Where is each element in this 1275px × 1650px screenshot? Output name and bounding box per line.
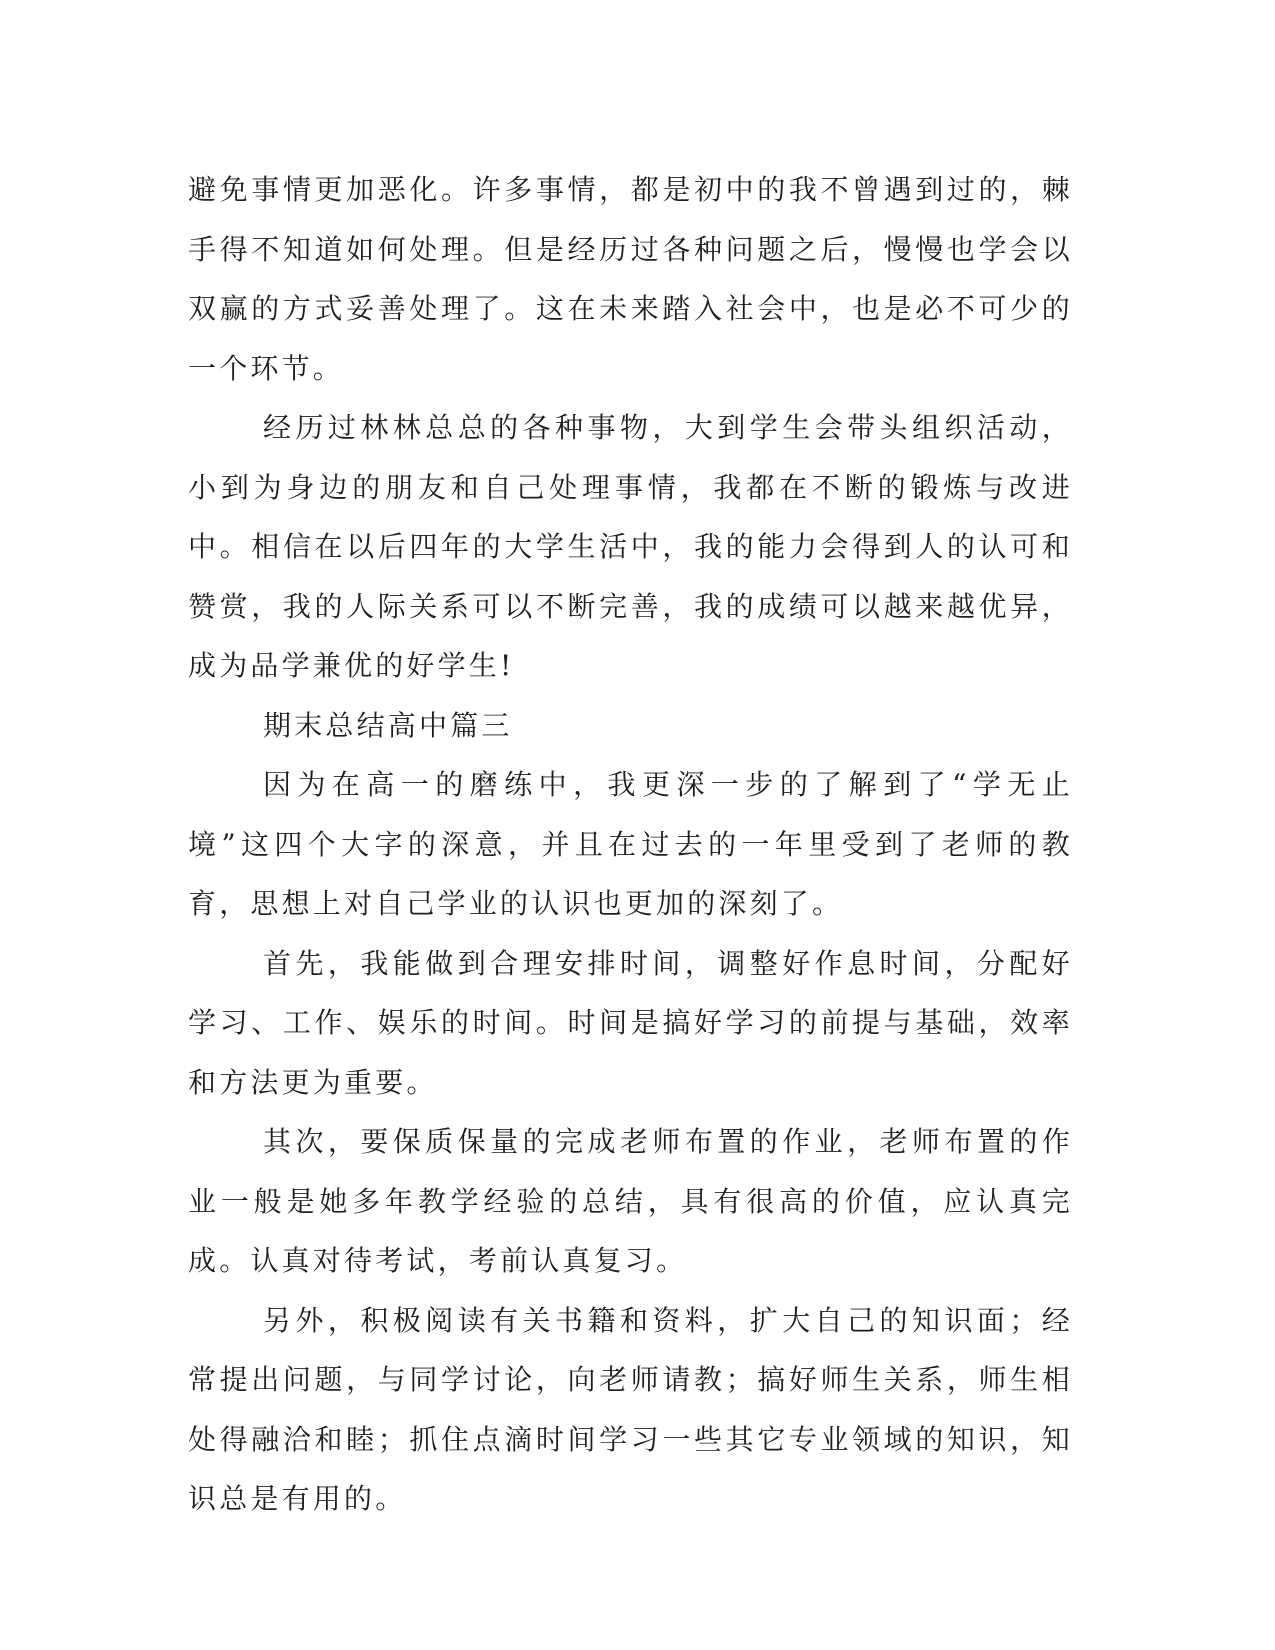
paragraph-second: 其次，要保质保量的完成老师布置的作业，老师布置的作业一般是她多年教学经验的总结，具有很高的价值，应认真完成。认真对待考试，考前认真复习。 <box>188 1125 1073 1277</box>
paragraph-continued: 避免事情更加恶化。许多事情，都是初中的我不曾遇到过的，棘手得不知道如何处理。但是经历过各种问题之后，慢慢也学会以双赢的方式妥善处理了。这在未来踏入社会中，也是必不可少的一个环节。 <box>188 173 1073 385</box>
paragraph-additionally: 另外，积极阅读有关书籍和资料，扩大自己的知识面；经常提出问题，与同学讨论，向老师请教；搞好师生关系，师生相处得融洽和睦；抓住点滴时间学习一些其它专业领域的知识，知识总是有用的。 <box>188 1303 1073 1515</box>
paragraph-experience: 经历过林林总总的各种事物，大到学生会带头组织活动，小到为身边的朋友和自己处理事情，我都在不断的锻炼与改进中。相信在以后四年的大学生活中，我的能力会得到人的认可和赞赏，我的人际关系可以不断完善，我的成绩可以越来越优异，成为品学兼优的好学生! <box>188 411 1073 682</box>
paragraph-first: 首先，我能做到合理安排时间，调整好作息时间，分配好学习、工作、娱乐的时间。时间是搞好学习的前提与基础，效率和方法更为重要。 <box>188 946 1073 1099</box>
section-heading: 期末总结高中篇三 <box>263 708 513 742</box>
paragraph-intro: 因为在高一的磨练中，我更深一步的了解到了“学无止境”这四个大字的深意，并且在过去的一年里受到了老师的教育，思想上对自己学业的认识也更加的深刻了。 <box>188 768 1073 920</box>
document-body <box>188 160 1073 1529</box>
